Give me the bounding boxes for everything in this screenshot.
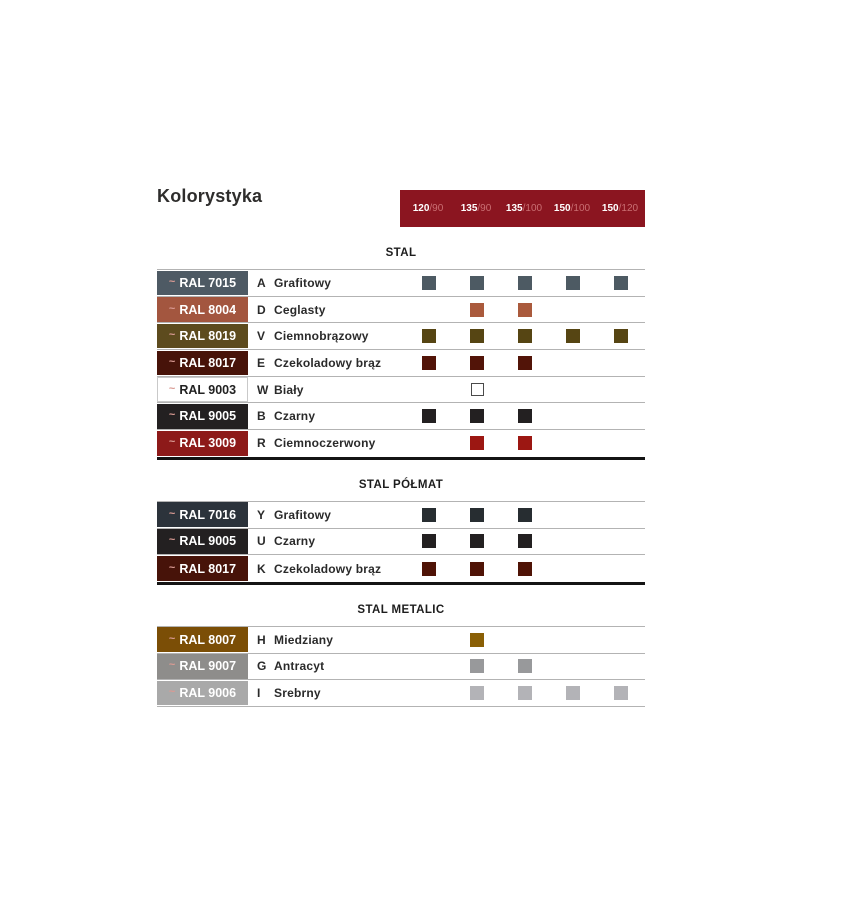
ral-color-chip bbox=[157, 431, 248, 456]
color-sections bbox=[157, 247, 645, 707]
size-number: 150 bbox=[601, 203, 619, 214]
approx-tilde: ~ bbox=[168, 382, 176, 395]
ral-code: RAL 9007 bbox=[179, 659, 237, 674]
ral-color-chip bbox=[157, 271, 248, 296]
color-name: Czarny bbox=[274, 534, 316, 549]
color-letter-code: A bbox=[257, 275, 266, 290]
availability-cell bbox=[405, 508, 453, 522]
ral-code: RAL 9005 bbox=[179, 534, 237, 549]
color-row bbox=[157, 627, 645, 654]
ral-code: RAL 8019 bbox=[179, 329, 237, 344]
approx-tilde: ~ bbox=[168, 275, 176, 288]
ral-color-chip bbox=[157, 529, 248, 554]
page-title: Kolorystyka bbox=[157, 186, 263, 206]
availability-cell bbox=[501, 276, 549, 290]
approx-tilde: ~ bbox=[168, 329, 176, 342]
availability-cell bbox=[453, 659, 501, 673]
availability-cell bbox=[453, 436, 501, 450]
color-name: Ciemnoczerwony bbox=[274, 436, 376, 451]
availability-square bbox=[614, 276, 628, 290]
ral-code: RAL 8004 bbox=[179, 302, 237, 317]
color-name: Biały bbox=[274, 382, 304, 397]
color-row bbox=[157, 502, 645, 529]
color-row bbox=[157, 403, 645, 430]
approx-tilde: ~ bbox=[168, 507, 176, 520]
color-letter-code: D bbox=[257, 302, 266, 317]
color-letter-code: U bbox=[257, 534, 266, 549]
ral-code: RAL 7015 bbox=[179, 275, 237, 290]
ral-color-chip bbox=[157, 324, 248, 349]
availability-square bbox=[518, 356, 532, 370]
ral-color-chip bbox=[157, 627, 248, 652]
availability-square bbox=[566, 329, 580, 343]
color-row bbox=[157, 297, 645, 324]
section-rows bbox=[157, 626, 645, 707]
availability-cell bbox=[453, 562, 501, 576]
availability-cell bbox=[453, 508, 501, 522]
availability-square bbox=[422, 329, 436, 343]
color-letter-code: V bbox=[257, 329, 266, 344]
availability-cell bbox=[501, 659, 549, 673]
availability-square bbox=[518, 329, 532, 343]
color-row bbox=[157, 270, 645, 297]
availability-cell bbox=[549, 276, 597, 290]
color-name: Czekoladowy brąz bbox=[274, 355, 382, 370]
size-column-label bbox=[452, 203, 500, 214]
section-title: STAL PÓŁMAT bbox=[358, 478, 444, 491]
availability-square bbox=[614, 686, 628, 700]
size-variant: /100 bbox=[522, 203, 543, 214]
availability-cell bbox=[405, 329, 453, 343]
availability-square bbox=[422, 562, 436, 576]
availability-cell bbox=[501, 303, 549, 317]
ral-color-chip bbox=[157, 681, 248, 706]
availability-square bbox=[422, 409, 436, 423]
availability-cell bbox=[501, 329, 549, 343]
approx-tilde: ~ bbox=[168, 409, 176, 422]
ral-code: RAL 8017 bbox=[179, 355, 237, 370]
availability-square bbox=[518, 303, 532, 317]
availability-square bbox=[518, 686, 532, 700]
availability-cell bbox=[405, 534, 453, 548]
approx-tilde: ~ bbox=[168, 534, 176, 547]
size-variant: /100 bbox=[570, 203, 591, 214]
availability-square bbox=[470, 303, 484, 317]
availability-square bbox=[470, 436, 484, 450]
color-letter-code: G bbox=[257, 659, 267, 674]
color-name: Ceglasty bbox=[274, 302, 326, 317]
availability-cell bbox=[453, 534, 501, 548]
color-row bbox=[157, 555, 645, 582]
availability-square bbox=[518, 534, 532, 548]
size-number: 135 bbox=[460, 203, 478, 214]
color-letter-code: R bbox=[257, 436, 266, 451]
ral-code: RAL 8017 bbox=[179, 561, 237, 576]
size-number: 120 bbox=[412, 203, 430, 214]
color-letter-code: E bbox=[257, 355, 266, 370]
availability-cell bbox=[597, 276, 645, 290]
availability-square bbox=[518, 409, 532, 423]
size-column-label bbox=[404, 203, 452, 214]
availability-cell bbox=[405, 562, 453, 576]
color-letter-code: W bbox=[257, 382, 269, 397]
color-name: Antracyt bbox=[274, 659, 325, 674]
ral-code: RAL 9006 bbox=[179, 686, 237, 701]
availability-cell bbox=[453, 686, 501, 700]
availability-square bbox=[470, 356, 484, 370]
size-variant: /120 bbox=[618, 203, 639, 214]
size-column-label bbox=[500, 203, 548, 214]
availability-square bbox=[470, 633, 484, 647]
color-name: Srebrny bbox=[274, 686, 321, 701]
ral-color-chip bbox=[157, 654, 248, 679]
ral-color-chip bbox=[157, 502, 248, 527]
color-letter-code: I bbox=[257, 686, 261, 701]
availability-cell bbox=[453, 383, 501, 396]
availability-square bbox=[470, 686, 484, 700]
color-chart-panel bbox=[157, 186, 645, 707]
availability-square bbox=[422, 276, 436, 290]
color-name: Miedziany bbox=[274, 632, 334, 647]
availability-square bbox=[470, 534, 484, 548]
chart-header bbox=[157, 186, 645, 227]
availability-square bbox=[470, 329, 484, 343]
availability-cell bbox=[501, 686, 549, 700]
size-variant: /90 bbox=[477, 203, 492, 214]
approx-tilde: ~ bbox=[168, 561, 176, 574]
ral-code: RAL 7016 bbox=[179, 507, 237, 522]
color-letter-code: H bbox=[257, 632, 266, 647]
availability-cell bbox=[453, 356, 501, 370]
availability-square bbox=[471, 383, 484, 396]
color-row bbox=[157, 654, 645, 681]
availability-cell bbox=[549, 329, 597, 343]
color-row bbox=[157, 323, 645, 350]
availability-cell bbox=[501, 409, 549, 423]
color-row bbox=[157, 430, 645, 457]
section-title: STAL bbox=[385, 247, 417, 259]
color-row bbox=[157, 377, 645, 404]
ral-color-chip bbox=[157, 297, 248, 322]
availability-square bbox=[470, 276, 484, 290]
color-name: Czekoladowy brąz bbox=[274, 561, 382, 576]
section-rows bbox=[157, 501, 645, 585]
ral-code: RAL 3009 bbox=[179, 436, 237, 451]
availability-square bbox=[518, 436, 532, 450]
availability-square bbox=[470, 508, 484, 522]
availability-square bbox=[566, 276, 580, 290]
availability-cell bbox=[597, 686, 645, 700]
availability-cell bbox=[501, 534, 549, 548]
color-letter-code: B bbox=[257, 409, 266, 424]
availability-cell bbox=[549, 686, 597, 700]
size-header-bar bbox=[400, 190, 645, 227]
availability-square bbox=[566, 686, 580, 700]
availability-cell bbox=[453, 633, 501, 647]
availability-square bbox=[614, 329, 628, 343]
availability-cell bbox=[453, 303, 501, 317]
approx-tilde: ~ bbox=[168, 686, 176, 699]
size-number: 150 bbox=[553, 203, 571, 214]
color-row bbox=[157, 680, 645, 707]
availability-square bbox=[518, 276, 532, 290]
color-row bbox=[157, 350, 645, 377]
availability-cell bbox=[453, 276, 501, 290]
size-column-label bbox=[596, 203, 644, 214]
ral-code: RAL 9005 bbox=[179, 409, 237, 424]
availability-cell bbox=[597, 329, 645, 343]
color-row bbox=[157, 529, 645, 556]
availability-cell bbox=[405, 409, 453, 423]
availability-square bbox=[422, 356, 436, 370]
size-column-label bbox=[548, 203, 596, 214]
availability-cell bbox=[405, 276, 453, 290]
availability-square bbox=[518, 562, 532, 576]
ral-color-chip bbox=[157, 351, 248, 376]
section-rows bbox=[157, 269, 645, 460]
ral-color-chip bbox=[157, 377, 248, 402]
ral-color-chip bbox=[157, 556, 248, 581]
approx-tilde: ~ bbox=[168, 659, 176, 672]
approx-tilde: ~ bbox=[168, 302, 176, 315]
availability-square bbox=[470, 409, 484, 423]
approx-tilde: ~ bbox=[168, 436, 176, 449]
ral-color-chip bbox=[157, 404, 248, 429]
availability-square bbox=[518, 659, 532, 673]
availability-cell bbox=[405, 356, 453, 370]
availability-cell bbox=[453, 409, 501, 423]
availability-cell bbox=[501, 436, 549, 450]
approx-tilde: ~ bbox=[168, 632, 176, 645]
color-name: Ciemnobrązowy bbox=[274, 329, 369, 344]
availability-square bbox=[422, 534, 436, 548]
availability-square bbox=[422, 508, 436, 522]
approx-tilde: ~ bbox=[168, 355, 176, 368]
availability-square bbox=[470, 659, 484, 673]
section-title: STAL METALIC bbox=[357, 603, 445, 616]
ral-code: RAL 8007 bbox=[179, 632, 237, 647]
color-name: Grafitowy bbox=[274, 507, 332, 522]
size-variant: /90 bbox=[429, 203, 444, 214]
section bbox=[157, 479, 645, 585]
availability-cell bbox=[453, 329, 501, 343]
size-number: 135 bbox=[505, 203, 523, 214]
color-name: Grafitowy bbox=[274, 275, 332, 290]
color-name: Czarny bbox=[274, 409, 316, 424]
availability-cell bbox=[501, 508, 549, 522]
availability-square bbox=[470, 562, 484, 576]
availability-square bbox=[518, 508, 532, 522]
color-letter-code: Y bbox=[257, 507, 266, 522]
section bbox=[157, 604, 645, 707]
section bbox=[157, 247, 645, 460]
ral-code: RAL 9003 bbox=[179, 382, 237, 397]
availability-cell bbox=[501, 356, 549, 370]
availability-cell bbox=[501, 562, 549, 576]
color-letter-code: K bbox=[257, 561, 266, 576]
